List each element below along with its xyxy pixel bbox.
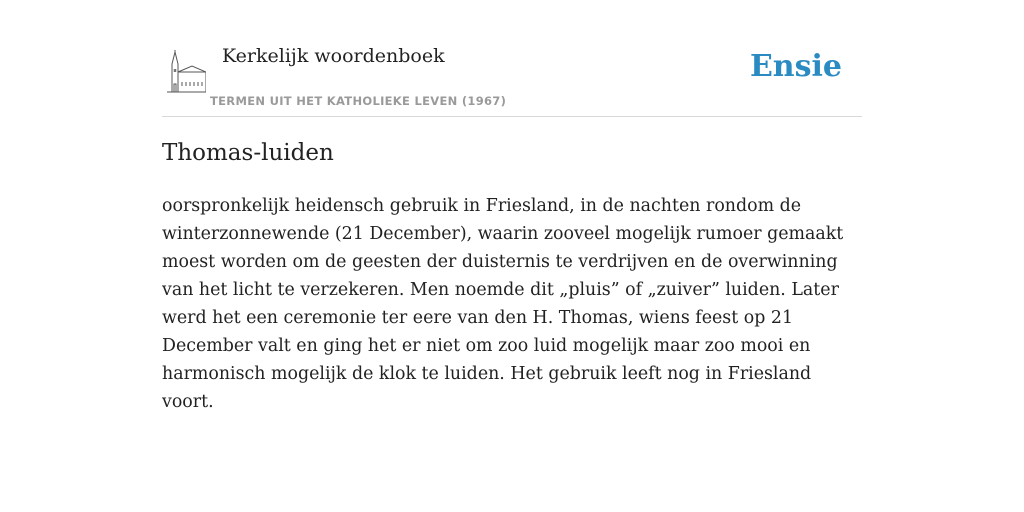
church-icon[interactable] bbox=[166, 50, 206, 94]
page bbox=[162, 0, 862, 412]
entry-title: Thomas-luiden bbox=[162, 140, 334, 166]
brand-logo[interactable]: Ensie bbox=[749, 49, 842, 84]
site-subtitle: TERMEN UIT HET KATHOLIEKE LEVEN (1967) bbox=[210, 94, 507, 108]
header bbox=[162, 0, 862, 117]
site-title[interactable]: Kerkelijk woordenboek bbox=[222, 45, 445, 67]
entry-definition: oorspronkelijk heidensch gebruik in Friesland, in de nachten rondom de winterzonnewende (21 December), waarin zooveel mogelijk rumoer gemaakt moest worden om de geesten der duisternis te verdrijven en de overwinning van het licht te verzekeren. Men noemde dit „pluis” of „zuiver” luiden. Later werd het een ceremonie ter eere van den H. Thomas, wiens feest op 21 December valt en ging het er niet om zoo luid mogelijk maar zoo mooi en harmonisch mogelijk de klok te luiden. Het gebruik leeft nog in Friesland voort. bbox=[162, 196, 844, 412]
